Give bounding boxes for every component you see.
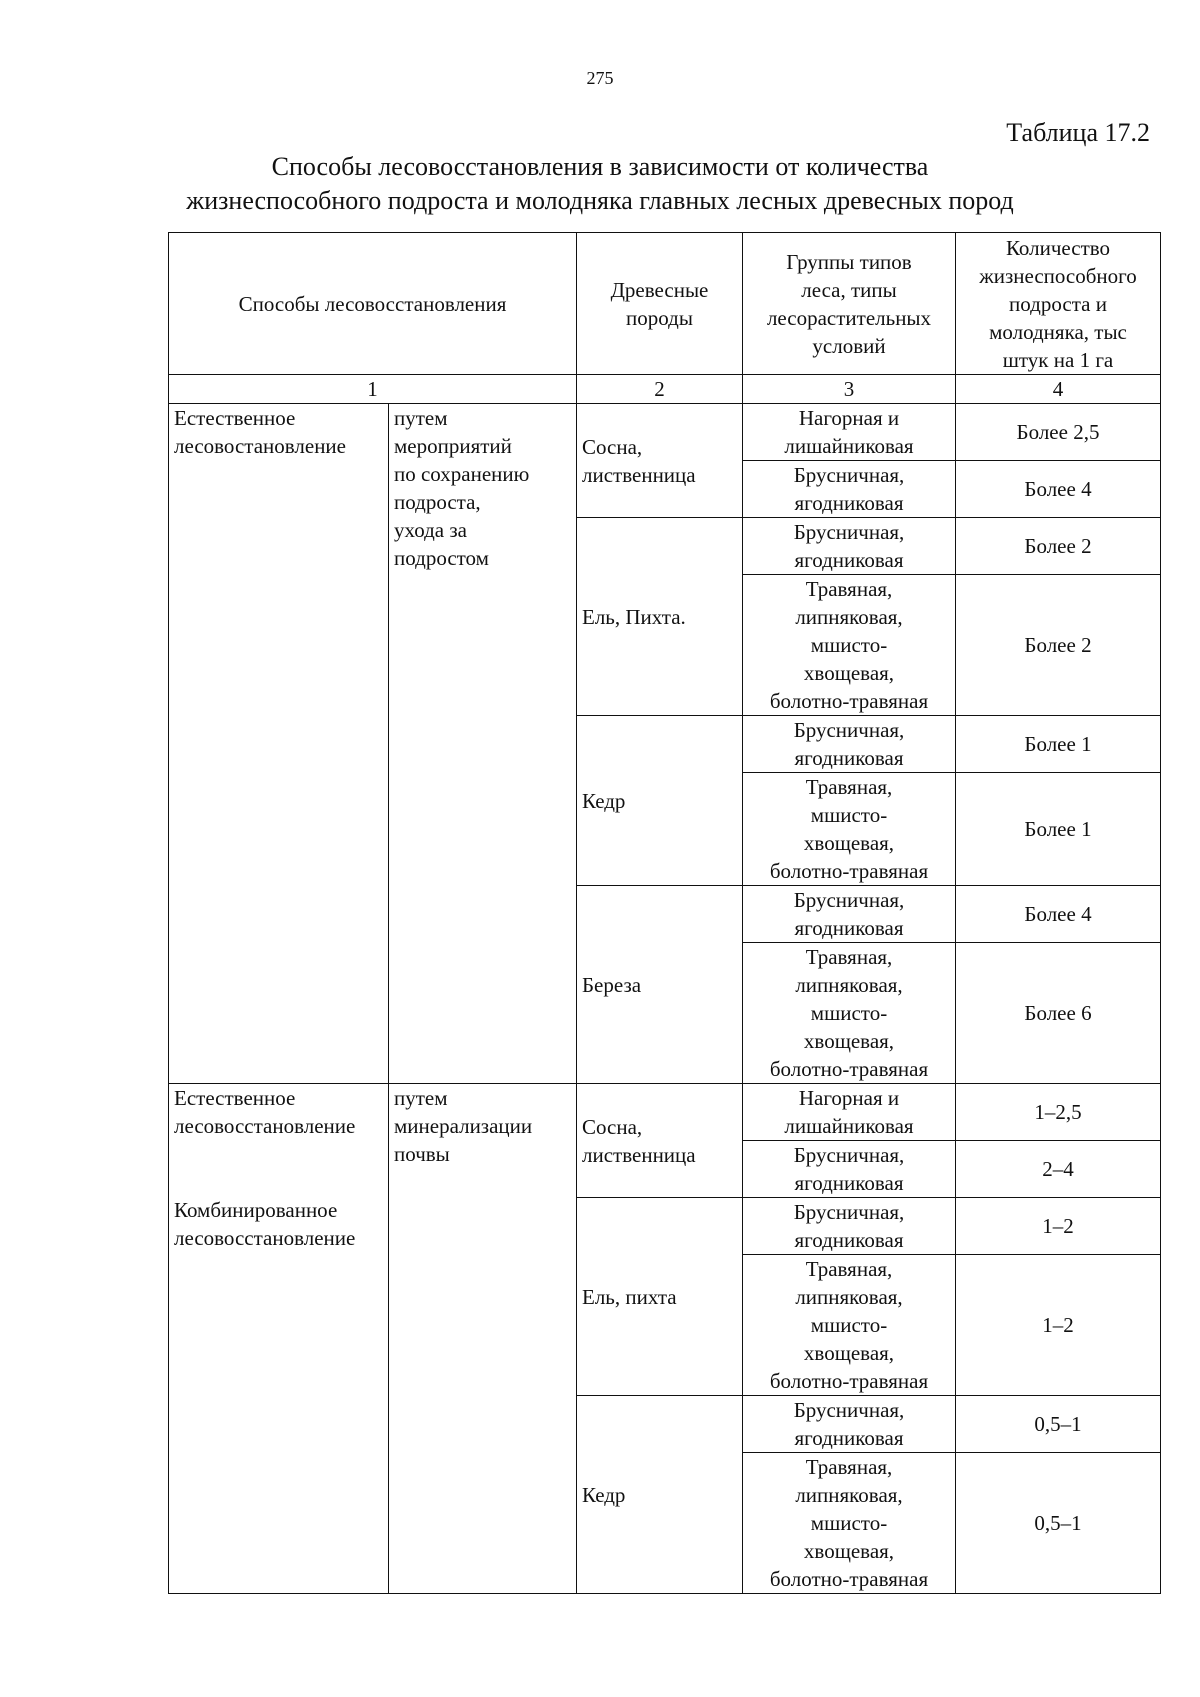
method-way-line: ухода за	[394, 518, 467, 542]
forest-type-line: мшисто-	[810, 1511, 888, 1535]
header-line: штук на 1 га	[1002, 347, 1114, 372]
forest-type-line: хвощевая,	[803, 1539, 895, 1563]
species-cell	[577, 1084, 743, 1198]
species-cell	[577, 1396, 743, 1594]
species-cell	[577, 716, 743, 886]
forest-type-line: болотно-травяная	[769, 1369, 929, 1393]
forest-type-line: липняковая,	[795, 1483, 903, 1507]
quantity-value: 0,5–1	[956, 1396, 1161, 1453]
method-way-cell	[389, 404, 577, 1084]
header-line: Количество	[1005, 235, 1111, 260]
forest-type-line: мшисто-	[810, 633, 888, 657]
method-way-line: минерализации	[394, 1114, 533, 1138]
species-line: Кедр	[582, 788, 626, 813]
forest-type-line: Брусничная,	[793, 718, 905, 742]
forest-type-line: Травяная,	[805, 945, 893, 969]
forest-type-line: ягодниковая	[794, 1426, 904, 1450]
forest-type-cell	[743, 404, 956, 461]
method-line: Естественное	[174, 406, 296, 430]
species-cell	[577, 404, 743, 518]
forest-type-line: хвощевая,	[803, 661, 895, 685]
forest-type-line: Брусничная,	[793, 463, 905, 487]
forest-type-line: Нагорная и	[798, 1086, 900, 1110]
column-number: 4	[956, 375, 1161, 404]
forest-type-line: болотно-травяная	[769, 1567, 929, 1591]
forest-type-line: Травяная,	[805, 577, 893, 601]
forest-type-cell	[743, 773, 956, 886]
header-line: Группы типов	[786, 249, 912, 274]
table-row	[169, 404, 1161, 461]
header-line: подроста и	[1009, 291, 1107, 316]
header-species	[577, 233, 743, 375]
species-cell	[577, 1198, 743, 1396]
forest-type-line: ягодниковая	[794, 746, 904, 770]
header-line: породы	[626, 305, 693, 330]
method-way-line: по сохранению	[394, 462, 530, 486]
species-line: Сосна,	[582, 434, 643, 459]
forest-type-line: липняковая,	[795, 1285, 903, 1309]
forest-type-cell	[743, 1396, 956, 1453]
method-cell	[169, 1084, 389, 1594]
quantity-value: Более 4	[956, 461, 1161, 518]
method-line: лесовосстановление	[174, 1226, 356, 1250]
species-line: Ель, пихта	[582, 1284, 677, 1309]
forest-type-line: мшисто-	[810, 803, 888, 827]
forest-type-line: ягодниковая	[794, 916, 904, 940]
header-line: жизнеспособного	[979, 263, 1137, 288]
column-number: 3	[743, 375, 956, 404]
forest-type-line: болотно-травяная	[769, 1057, 929, 1081]
forest-type-cell	[743, 575, 956, 716]
forest-type-line: мшисто-	[810, 1313, 888, 1337]
forest-type-line: хвощевая,	[803, 1029, 895, 1053]
forest-type-line: Травяная,	[805, 1455, 893, 1479]
header-line: условий	[812, 333, 886, 358]
forest-type-line: мшисто-	[810, 1001, 888, 1025]
header-row	[169, 233, 1161, 375]
forest-type-cell	[743, 886, 956, 943]
forest-type-line: Травяная,	[805, 775, 893, 799]
header-line: Древесные	[610, 277, 709, 302]
species-line: Ель, Пихта.	[582, 604, 686, 629]
header-line: лесорастительных	[766, 305, 932, 330]
quantity-value: Более 2,5	[956, 404, 1161, 461]
table-title	[0, 150, 1200, 218]
forest-type-line: Брусничная,	[793, 1143, 905, 1167]
forest-type-line: Брусничная,	[793, 1398, 905, 1422]
reforestation-table	[168, 232, 1161, 1594]
species-cell	[577, 518, 743, 716]
forest-type-line: ягодниковая	[794, 1228, 904, 1252]
method-way-line: мероприятий	[394, 434, 512, 458]
method-cell	[169, 404, 389, 1084]
header-line: молодняка, тыс	[989, 319, 1127, 344]
forest-type-cell	[743, 1084, 956, 1141]
forest-type-line: липняковая,	[795, 973, 903, 997]
method-way-cell	[389, 1084, 577, 1594]
method-line: лесовосстановление	[174, 1114, 356, 1138]
forest-type-line: хвощевая,	[803, 831, 895, 855]
quantity-value: Более 2	[956, 518, 1161, 575]
species-line: Кедр	[582, 1482, 626, 1507]
forest-type-cell	[743, 461, 956, 518]
forest-type-line: липняковая,	[795, 605, 903, 629]
table-label: Таблица 17.2	[1006, 118, 1150, 147]
quantity-value: Более 1	[956, 716, 1161, 773]
quantity-value: 0,5–1	[956, 1453, 1161, 1594]
column-number: 2	[577, 375, 743, 404]
forest-type-line: лишайниковая	[784, 434, 914, 458]
forest-type-line: Брусничная,	[793, 1200, 905, 1224]
method-spacer	[174, 1140, 383, 1196]
forest-type-line: ягодниковая	[794, 548, 904, 572]
forest-type-cell	[743, 716, 956, 773]
forest-type-line: болотно-травяная	[769, 689, 929, 713]
forest-type-cell	[743, 1141, 956, 1198]
forest-type-cell	[743, 1198, 956, 1255]
forest-type-line: Травяная,	[805, 1257, 893, 1281]
forest-type-line: лишайниковая	[784, 1114, 914, 1138]
method-line: Комбинированное	[174, 1198, 338, 1222]
quantity-value: Более 6	[956, 943, 1161, 1084]
method-line: Естественное	[174, 1086, 296, 1110]
method-way-line: подроста,	[394, 490, 481, 514]
quantity-value: 1–2,5	[956, 1084, 1161, 1141]
table-title-line: Способы лесовосстановления в зависимости от количества	[271, 152, 929, 181]
forest-type-line: Брусничная,	[793, 520, 905, 544]
table-title-line: жизнеспособного подроста и молодняка главных лесных древесных пород	[186, 186, 1014, 215]
forest-type-line: Нагорная и	[798, 406, 900, 430]
header-quantity	[956, 233, 1161, 375]
species-cell	[577, 886, 743, 1084]
species-line: Сосна,	[582, 1114, 643, 1139]
forest-type-line: ягодниковая	[794, 491, 904, 515]
quantity-value: Более 1	[956, 773, 1161, 886]
quantity-value: 1–2	[956, 1198, 1161, 1255]
quantity-value: Более 4	[956, 886, 1161, 943]
method-way-line: подростом	[394, 546, 489, 570]
method-way-line: путем	[394, 1086, 448, 1110]
forest-type-cell	[743, 1453, 956, 1594]
header-line: леса, типы	[801, 277, 897, 302]
method-line: лесовостановление	[174, 434, 346, 458]
quantity-value: Более 2	[956, 575, 1161, 716]
forest-type-line: болотно-травяная	[769, 859, 929, 883]
column-numbers-row	[169, 375, 1161, 404]
forest-type-cell	[743, 518, 956, 575]
forest-type-cell	[743, 943, 956, 1084]
forest-type-line: Брусничная,	[793, 888, 905, 912]
quantity-value: 1–2	[956, 1255, 1161, 1396]
page-number: 275	[586, 68, 614, 88]
method-way-line: почвы	[394, 1142, 450, 1166]
forest-type-line: хвощевая,	[803, 1341, 895, 1365]
column-number: 1	[169, 375, 577, 404]
quantity-value: 2–4	[956, 1141, 1161, 1198]
table-row	[169, 1084, 1161, 1141]
header-forest-types	[743, 233, 956, 375]
species-line: лиственница	[582, 462, 696, 487]
header-methods: Способы лесовосстановления	[169, 233, 577, 375]
forest-type-cell	[743, 1255, 956, 1396]
species-line: Береза	[582, 972, 642, 997]
forest-type-line: ягодниковая	[794, 1171, 904, 1195]
method-way-line: путем	[394, 406, 448, 430]
species-line: лиственница	[582, 1142, 696, 1167]
